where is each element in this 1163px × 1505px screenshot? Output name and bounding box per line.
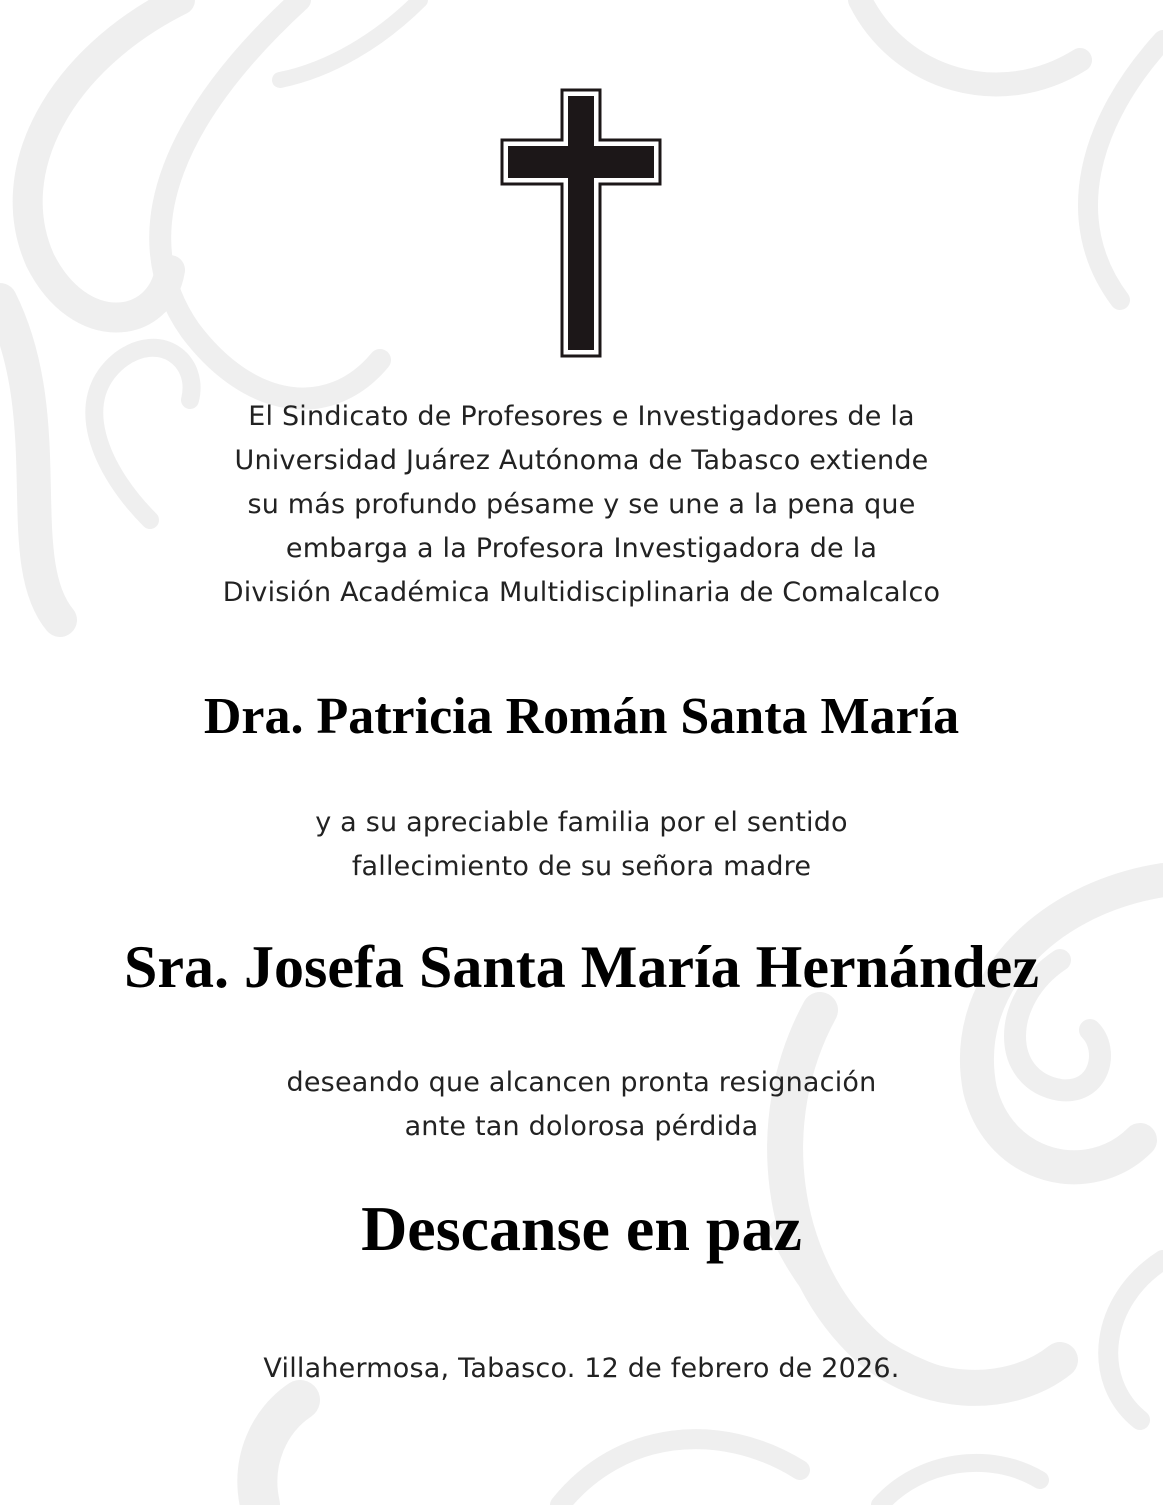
- closing-line: deseando que alcancen pronta resignación: [286, 1067, 877, 1098]
- middle-paragraph: [0, 801, 1163, 889]
- rest-in-peace-heading: Descanse en paz: [361, 1193, 802, 1264]
- middle-line: y a su apreciable familia por el sentido: [315, 807, 848, 838]
- intro-line: su más profundo pésame y se une a la pena que: [247, 489, 916, 520]
- intro-line: El Sindicato de Profesores e Investigadores de la: [248, 401, 915, 432]
- intro-line: Universidad Juárez Autónoma de Tabasco extiende: [234, 445, 929, 476]
- closing-line: ante tan dolorosa pérdida: [404, 1111, 759, 1142]
- place-date: Villahermosa, Tabasco. 12 de febrero de 2026.: [263, 1353, 900, 1384]
- intro-line: División Académica Multidisciplinaria de Comalcalco: [222, 577, 941, 608]
- recipient-name: Dra. Patricia Román Santa María: [203, 688, 960, 745]
- intro-line: embarga a la Profesora Investigadora de la: [285, 533, 878, 564]
- latin-cross-icon: [500, 88, 662, 358]
- intro-paragraph: [0, 395, 1163, 615]
- closing-paragraph: [0, 1061, 1163, 1149]
- middle-line: fallecimiento de su señora madre: [351, 851, 812, 882]
- deceased-name: Sra. Josefa Santa María Hernández: [124, 934, 1039, 1000]
